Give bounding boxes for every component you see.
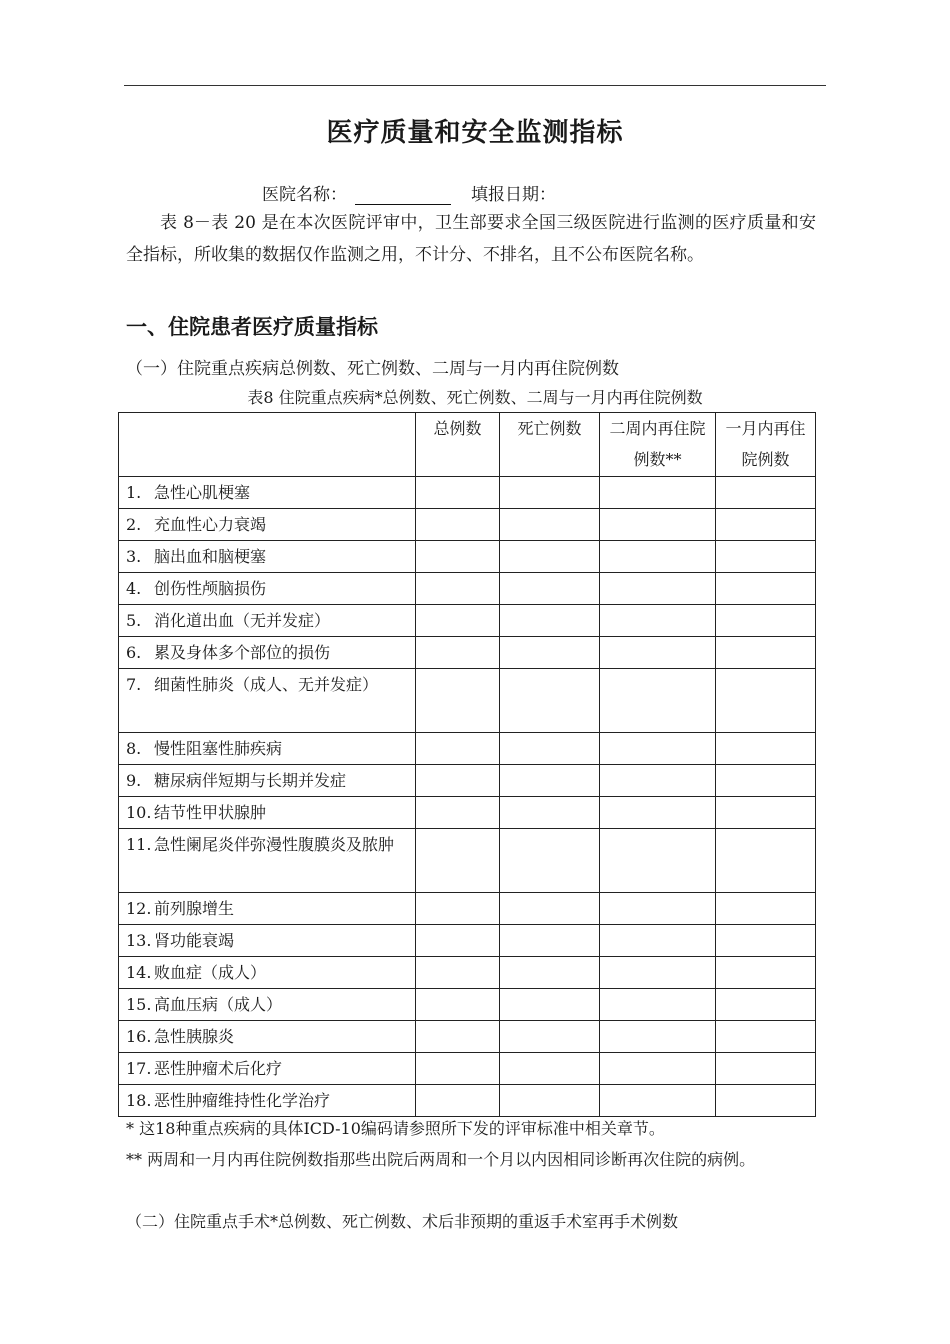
- total-cases-cell[interactable]: [416, 733, 500, 765]
- table-row: [119, 765, 816, 797]
- readmit-2wk-cell[interactable]: [600, 733, 716, 765]
- disease-name: 恶性肿瘤维持性化学治疗: [154, 1091, 331, 1110]
- total-cases-cell[interactable]: [416, 829, 500, 893]
- total-cases-cell[interactable]: [416, 669, 500, 733]
- readmit-2wk-cell[interactable]: [600, 989, 716, 1021]
- readmit-1mo-cell[interactable]: [716, 829, 816, 893]
- disease-name: 高血压病（成人）: [154, 995, 283, 1014]
- disease-name: 糖尿病伴短期与长期并发症: [154, 771, 347, 790]
- table-row: [119, 733, 816, 765]
- disease-name: 细菌性肺炎（成人、无并发症）: [154, 675, 379, 694]
- readmit-2wk-cell[interactable]: [600, 669, 716, 733]
- deaths-cell[interactable]: [500, 1021, 600, 1053]
- row-number: 8.: [126, 739, 142, 758]
- disease-name: 结节性甲状腺肿: [154, 803, 267, 822]
- deaths-cell[interactable]: [500, 605, 600, 637]
- table-row: [119, 477, 816, 509]
- readmit-1mo-cell[interactable]: [716, 509, 816, 541]
- disease-name: 急性心肌梗塞: [154, 483, 251, 502]
- disease-name: 恶性肿瘤术后化疗: [154, 1059, 283, 1078]
- row-number: 4.: [126, 579, 142, 598]
- readmit-2wk-cell[interactable]: [600, 509, 716, 541]
- table-row: [119, 1085, 816, 1117]
- disease-name-cell: [119, 509, 416, 541]
- readmit-1mo-cell[interactable]: [716, 605, 816, 637]
- row-number: 5.: [126, 611, 142, 630]
- row-number: 6.: [126, 643, 142, 662]
- header-cell-readmit-2wk: 二周内再住院例数**: [600, 413, 716, 477]
- readmit-2wk-cell[interactable]: [600, 1053, 716, 1085]
- disease-name: 消化道出血（无并发症）: [154, 611, 331, 630]
- deaths-cell[interactable]: [500, 541, 600, 573]
- readmit-1mo-cell[interactable]: [716, 1053, 816, 1085]
- row-number: 12.: [126, 899, 152, 918]
- table-row: [119, 605, 816, 637]
- table-row: [119, 637, 816, 669]
- table-row: [119, 797, 816, 829]
- readmit-1mo-cell[interactable]: [716, 765, 816, 797]
- deaths-cell[interactable]: [500, 509, 600, 541]
- disease-name: 脑出血和脑梗塞: [154, 547, 267, 566]
- disease-name: 累及身体多个部位的损伤: [154, 643, 331, 662]
- indicator-table: [118, 412, 816, 1117]
- table-header-row: [119, 413, 816, 477]
- disease-name-cell: [119, 669, 416, 733]
- disease-name-cell: [119, 989, 416, 1021]
- table-row: [119, 925, 816, 957]
- table-row: [119, 893, 816, 925]
- total-cases-cell[interactable]: [416, 541, 500, 573]
- sub-heading-1: （一）住院重点疾病总例数、死亡例数、二周与一月内再住院例数: [126, 359, 619, 379]
- deaths-cell[interactable]: [500, 925, 600, 957]
- disease-name-cell: [119, 1085, 416, 1117]
- document-title: 医疗质量和安全监测指标: [326, 118, 624, 148]
- readmit-1mo-cell[interactable]: [716, 1085, 816, 1117]
- report-date-label: 填报日期：: [471, 185, 556, 205]
- header-cell-disease: [119, 413, 416, 477]
- header-rule: [124, 85, 826, 86]
- total-cases-cell[interactable]: [416, 477, 500, 509]
- deaths-cell[interactable]: [500, 573, 600, 605]
- readmit-1mo-cell[interactable]: [716, 957, 816, 989]
- readmit-1mo-cell[interactable]: [716, 1021, 816, 1053]
- header-cell-deaths: 死亡例数: [500, 413, 600, 477]
- disease-name-cell: [119, 893, 416, 925]
- sub-heading-2: （二）住院重点手术*总例数、死亡例数、术后非预期的重返手术室再手术例数: [126, 1212, 679, 1231]
- readmit-2wk-cell[interactable]: [600, 765, 716, 797]
- disease-name-cell: [119, 1021, 416, 1053]
- readmit-2wk-cell[interactable]: [600, 573, 716, 605]
- section-heading: 一、住院患者医疗质量指标: [126, 315, 378, 339]
- readmit-2wk-cell[interactable]: [600, 797, 716, 829]
- readmit-2wk-cell[interactable]: [600, 1085, 716, 1117]
- row-number: 14.: [126, 963, 152, 982]
- readmit-1mo-cell[interactable]: [716, 669, 816, 733]
- deaths-cell[interactable]: [500, 829, 600, 893]
- deaths-cell[interactable]: [500, 989, 600, 1021]
- total-cases-cell[interactable]: [416, 605, 500, 637]
- disease-name-cell: [119, 925, 416, 957]
- form-meta-line: [262, 180, 556, 205]
- row-number: 11.: [126, 835, 152, 854]
- disease-name-cell: [119, 573, 416, 605]
- disease-name-cell: [119, 541, 416, 573]
- footnote-2: ** 两周和一月内再住院例数指那些出院后两周和一个月以内因相同诊断再次住院的病例。: [126, 1150, 756, 1169]
- deaths-cell[interactable]: [500, 957, 600, 989]
- disease-name: 肾功能衰竭: [154, 931, 235, 950]
- intro-paragraph: 表 8－表 20 是在本次医院评审中，卫生部要求全国三级医院进行监测的医疗质量和安全指标，所收集的数据仅作监测之用，不计分、不排名，且不公布医院名称。: [126, 213, 816, 265]
- total-cases-cell[interactable]: [416, 1085, 500, 1117]
- readmit-1mo-cell[interactable]: [716, 541, 816, 573]
- table-row: [119, 1021, 816, 1053]
- total-cases-cell[interactable]: [416, 1053, 500, 1085]
- disease-name-cell: [119, 477, 416, 509]
- disease-name-cell: [119, 957, 416, 989]
- total-cases-cell[interactable]: [416, 765, 500, 797]
- deaths-cell[interactable]: [500, 1085, 600, 1117]
- readmit-1mo-cell[interactable]: [716, 573, 816, 605]
- disease-name-cell: [119, 829, 416, 893]
- readmit-1mo-cell[interactable]: [716, 925, 816, 957]
- header-cell-readmit-1mo: 一月内再住院例数: [716, 413, 816, 477]
- row-number: 10.: [126, 803, 152, 822]
- total-cases-cell[interactable]: [416, 573, 500, 605]
- row-number: 13.: [126, 931, 152, 950]
- hospital-name-blank[interactable]: [355, 186, 451, 205]
- readmit-2wk-cell[interactable]: [600, 637, 716, 669]
- disease-name-cell: [119, 733, 416, 765]
- total-cases-cell[interactable]: [416, 637, 500, 669]
- total-cases-cell[interactable]: [416, 989, 500, 1021]
- readmit-1mo-cell[interactable]: [716, 733, 816, 765]
- deaths-cell[interactable]: [500, 477, 600, 509]
- disease-name: 败血症（成人）: [154, 963, 267, 982]
- row-number: 9.: [126, 771, 142, 790]
- deaths-cell[interactable]: [500, 637, 600, 669]
- disease-name: 慢性阻塞性肺疾病: [154, 739, 283, 758]
- disease-name: 充血性心力衰竭: [154, 515, 267, 534]
- disease-name-cell: [119, 605, 416, 637]
- row-number: 1.: [126, 483, 142, 502]
- table-row: [119, 509, 816, 541]
- table-row: [119, 541, 816, 573]
- disease-name-cell: [119, 1053, 416, 1085]
- readmit-1mo-cell[interactable]: [716, 893, 816, 925]
- deaths-cell[interactable]: [500, 797, 600, 829]
- table-row: [119, 1053, 816, 1085]
- deaths-cell[interactable]: [500, 1053, 600, 1085]
- table-row: [119, 829, 816, 893]
- total-cases-cell[interactable]: [416, 1021, 500, 1053]
- readmit-1mo-cell[interactable]: [716, 989, 816, 1021]
- readmit-2wk-cell[interactable]: [600, 893, 716, 925]
- total-cases-cell[interactable]: [416, 797, 500, 829]
- deaths-cell[interactable]: [500, 733, 600, 765]
- disease-name: 前列腺增生: [154, 899, 235, 918]
- row-number: 15.: [126, 995, 152, 1014]
- row-number: 17.: [126, 1059, 152, 1078]
- row-number: 2.: [126, 515, 142, 534]
- disease-name-cell: [119, 797, 416, 829]
- total-cases-cell[interactable]: [416, 925, 500, 957]
- row-number: 18.: [126, 1091, 152, 1110]
- total-cases-cell[interactable]: [416, 957, 500, 989]
- disease-name: 创伤性颅脑损伤: [154, 579, 267, 598]
- table-row: [119, 669, 816, 733]
- disease-name-cell: [119, 637, 416, 669]
- table-caption: 表8 住院重点疾病*总例数、死亡例数、二周与一月内再住院例数: [247, 388, 703, 407]
- row-number: 3.: [126, 547, 142, 566]
- readmit-2wk-cell[interactable]: [600, 477, 716, 509]
- total-cases-cell[interactable]: [416, 509, 500, 541]
- disease-name: 急性胰腺炎: [154, 1027, 235, 1046]
- table-row: [119, 989, 816, 1021]
- deaths-cell[interactable]: [500, 669, 600, 733]
- disease-name-cell: [119, 765, 416, 797]
- row-number: 7.: [126, 675, 142, 694]
- table-row: [119, 573, 816, 605]
- readmit-2wk-cell[interactable]: [600, 1021, 716, 1053]
- table-row: [119, 957, 816, 989]
- total-cases-cell[interactable]: [416, 893, 500, 925]
- readmit-2wk-cell[interactable]: [600, 605, 716, 637]
- table-body: [119, 477, 816, 1117]
- footnote-1: * 这18种重点疾病的具体ICD-10编码请参照所下发的评审标准中相关章节。: [126, 1119, 665, 1138]
- hospital-name-label: 医院名称：: [262, 185, 347, 205]
- readmit-2wk-cell[interactable]: [600, 957, 716, 989]
- readmit-2wk-cell[interactable]: [600, 541, 716, 573]
- readmit-2wk-cell[interactable]: [600, 829, 716, 893]
- readmit-1mo-cell[interactable]: [716, 477, 816, 509]
- disease-name: 急性阑尾炎伴弥漫性腹膜炎及脓肿: [154, 835, 395, 854]
- deaths-cell[interactable]: [500, 765, 600, 797]
- row-number: 16.: [126, 1027, 152, 1046]
- header-cell-total: 总例数: [416, 413, 500, 477]
- readmit-1mo-cell[interactable]: [716, 797, 816, 829]
- readmit-2wk-cell[interactable]: [600, 925, 716, 957]
- deaths-cell[interactable]: [500, 893, 600, 925]
- readmit-1mo-cell[interactable]: [716, 637, 816, 669]
